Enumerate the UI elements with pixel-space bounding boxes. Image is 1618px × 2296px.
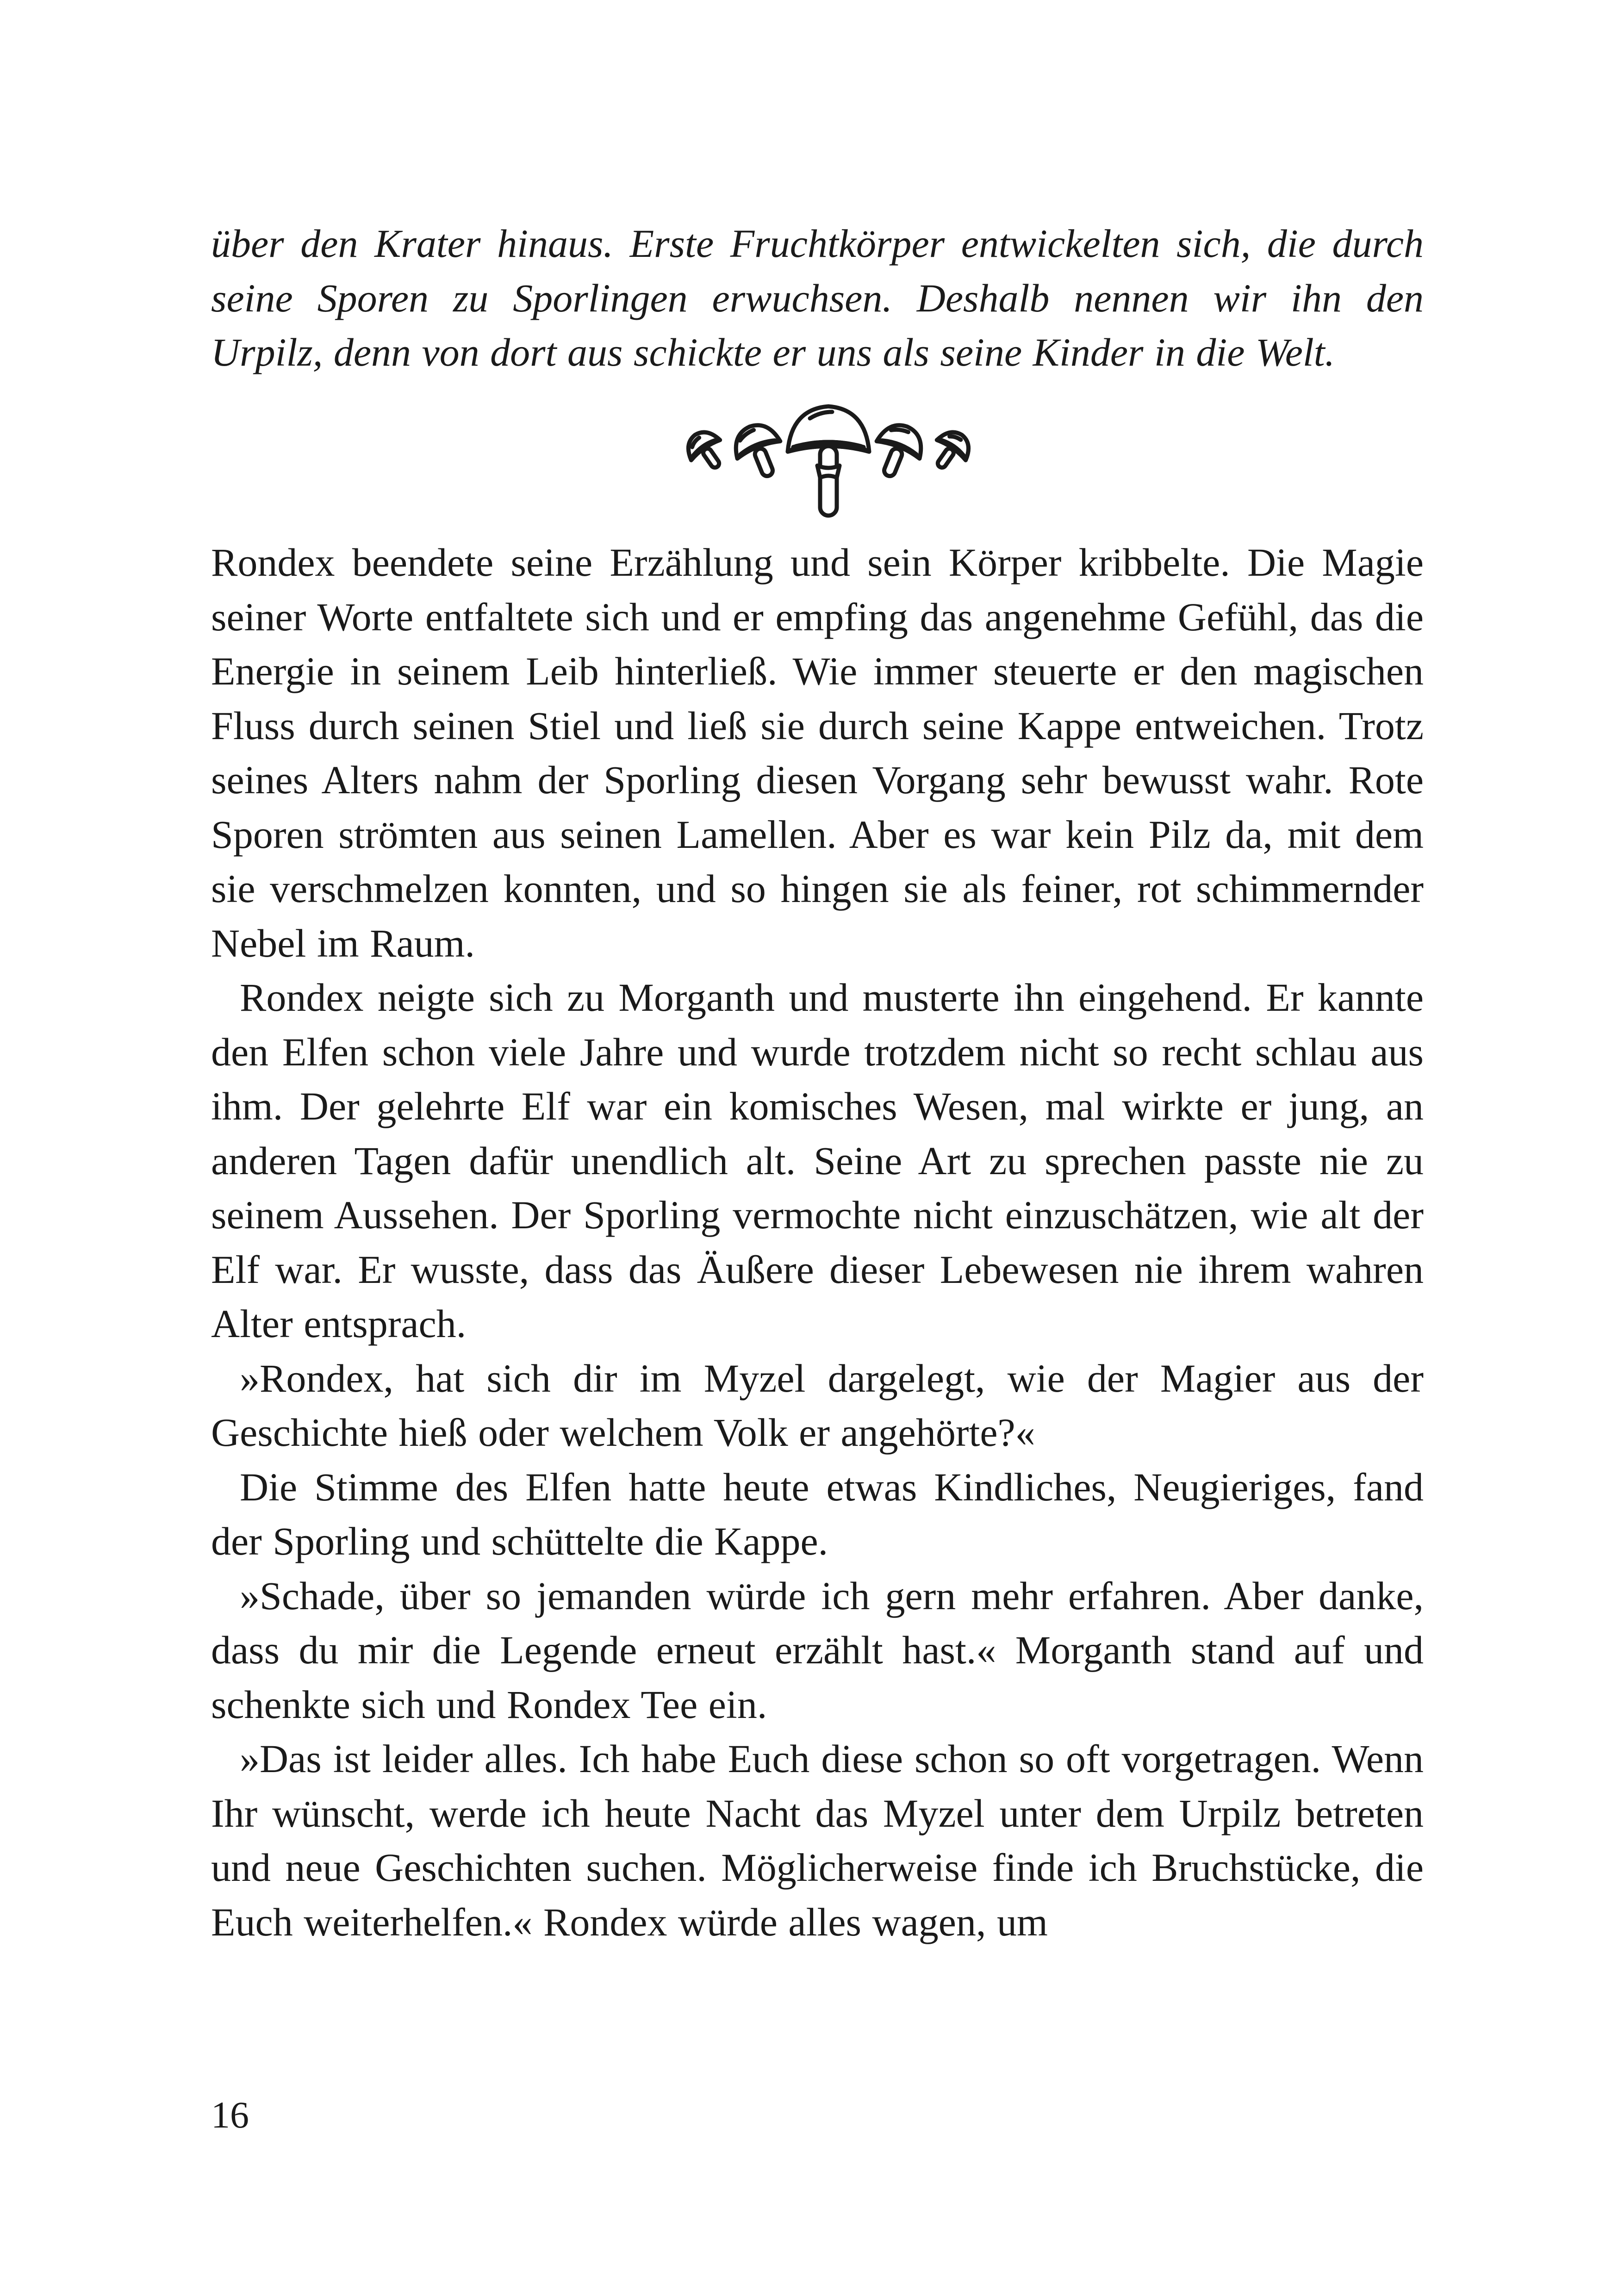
page-number: 16 (211, 2094, 249, 2136)
paragraph-2: Rondex neigte sich zu Morganth und musterte ihn eingehend. Er kannte den Elfen schon viele Jahre und wurde trotzdem nicht so recht schlau aus ihm. Der gelehrte Elf war ein komisches Wesen, mal wirkte er jung, an anderen Tagen dafür unendlich alt. Seine Art zu sprechen passte nie zu seinem Aussehen. Der Sporling vermochte nicht einzuschätzen, wie alt der Elf war. Er wusste, dass das Äußere dieser Lebewesen nie ihrem wahren Alter entsprach. (211, 975, 1424, 1346)
paragraph-5: »Schade, über so jemanden würde ich gern mehr erfahren. Aber danke, dass du mir die Legende erneut erzählt hast.« Morganth stand auf und schenkte sich und Rondex Tee ein. (211, 1573, 1424, 1727)
paragraph-3: »Rondex, hat sich dir im Myzel dargelegt, wie der Magier aus der Geschichte hieß oder welchem Volk er angehörte?« (211, 1356, 1424, 1455)
medium-mushroom-icon (728, 418, 790, 484)
paragraph-6: »Das ist leider alles. Ich habe Euch diese schon so oft vorgetragen. Wenn Ihr wünscht, werde ich heute Nacht das Myzel unter dem Urpilz betreten und neue Geschichten suchen. Möglicherweise finde ich Bruchstücke, die Euch weiterhelfen.« Rondex würde alles wagen, um (211, 1736, 1424, 1944)
large-mushroom-icon (788, 406, 869, 516)
medium-mushroom-icon-right (866, 418, 929, 484)
small-mushroom-icon-right (925, 425, 976, 477)
paragraph-4: Die Stimme des Elfen hatte heute etwas Kindliches, Neugieriges, fand der Sporling und schüttelte die Kappe. (211, 1464, 1424, 1563)
small-mushroom-icon (681, 425, 732, 477)
italic-paragraph: über den Krater hinaus. Erste Fruchtkörper entwickelten sich, die durch seine Sporen zu Sporlingen erwuchsen. Deshalb nennen wir ihn den Urpilz, denn von dort aus schickte er uns als seine Kinder in die Welt. (211, 221, 1424, 374)
mushroom-row-ornament (676, 401, 981, 524)
paragraph-1: Rondex beendete seine Erzählung und sein Körper kribbelte. Die Magie seiner Worte entfaltete sich und er empfing das angenehme Gefühl, das die Energie in seinem Leib hinterließ. Wie immer steuerte er den magischen Fluss durch seinen Stiel und ließ sie durch seine Kappe entweichen. Trotz seines Alters nahm der Sporling diesen Vorgang sehr bewusst wahr. Rote Sporen strömten aus seinen Lamellen. Aber es war kein Pilz da, mit dem sie verschmelzen konnten, und so hingen sie als feiner, rot schimmernder Nebel im Raum. (211, 540, 1424, 965)
italic-passage (211, 217, 1424, 380)
body-text (211, 535, 1424, 1949)
